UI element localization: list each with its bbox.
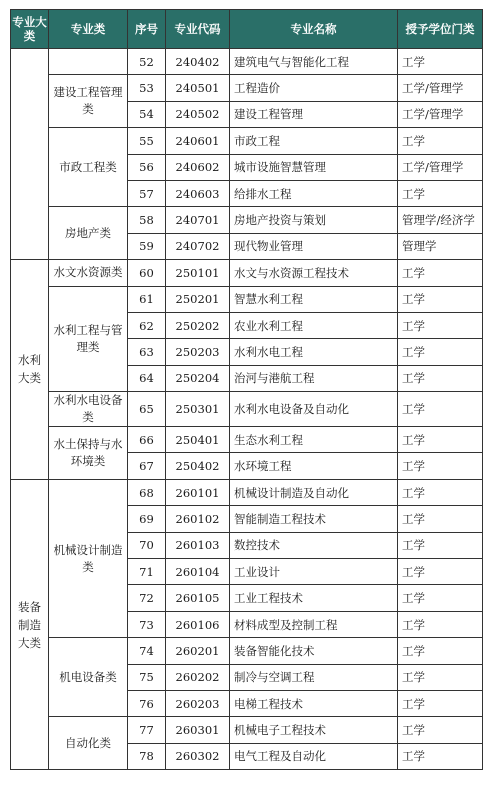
degree-cell: 工学 bbox=[398, 260, 483, 286]
table-row bbox=[11, 286, 483, 312]
seq-cell: 65 bbox=[128, 392, 166, 427]
degree-cell: 工学 bbox=[398, 365, 483, 391]
header-row bbox=[11, 10, 483, 49]
table-row bbox=[11, 49, 483, 75]
code-cell: 240702 bbox=[166, 233, 230, 259]
seq-cell: 52 bbox=[128, 49, 166, 75]
major-name-cell: 建设工程管理 bbox=[230, 101, 398, 127]
category-cell: 水利工程与管理类 bbox=[49, 286, 128, 392]
seq-cell: 69 bbox=[128, 506, 166, 532]
code-cell: 250401 bbox=[166, 427, 230, 453]
major-name-cell: 装备智能化技术 bbox=[230, 638, 398, 664]
degree-cell: 工学 bbox=[398, 585, 483, 611]
degree-cell: 工学 bbox=[398, 427, 483, 453]
table-row bbox=[11, 128, 483, 154]
degree-cell: 工学 bbox=[398, 743, 483, 769]
degree-cell: 工学 bbox=[398, 453, 483, 479]
major-name-cell: 工程造价 bbox=[230, 75, 398, 101]
seq-cell: 76 bbox=[128, 690, 166, 716]
major-name-cell: 数控技术 bbox=[230, 532, 398, 558]
major-name-cell: 工业设计 bbox=[230, 559, 398, 585]
major-name-cell: 建筑电气与智能化工程 bbox=[230, 49, 398, 75]
major-name-cell: 智慧水利工程 bbox=[230, 286, 398, 312]
major-name-cell: 给排水工程 bbox=[230, 180, 398, 206]
header-degree: 授予学位门类 bbox=[398, 10, 483, 49]
category-cell: 水土保持与水环境类 bbox=[49, 427, 128, 480]
code-cell: 260104 bbox=[166, 559, 230, 585]
code-cell: 250101 bbox=[166, 260, 230, 286]
category-cell: 水文水资源类 bbox=[49, 260, 128, 286]
major-name-cell: 电气工程及自动化 bbox=[230, 743, 398, 769]
table-body bbox=[11, 49, 483, 770]
code-cell: 240402 bbox=[166, 49, 230, 75]
seq-cell: 61 bbox=[128, 286, 166, 312]
big-category-cell bbox=[11, 49, 49, 260]
category-cell bbox=[49, 49, 128, 75]
degree-cell: 工学 bbox=[398, 690, 483, 716]
major-name-cell: 水环境工程 bbox=[230, 453, 398, 479]
code-cell: 250201 bbox=[166, 286, 230, 312]
major-name-cell: 市政工程 bbox=[230, 128, 398, 154]
seq-cell: 58 bbox=[128, 207, 166, 233]
seq-cell: 75 bbox=[128, 664, 166, 690]
code-cell: 260203 bbox=[166, 690, 230, 716]
table-row bbox=[11, 260, 483, 286]
table-row bbox=[11, 207, 483, 233]
header-category: 专业类 bbox=[49, 10, 128, 49]
table-row bbox=[11, 638, 483, 664]
degree-cell: 工学 bbox=[398, 286, 483, 312]
degree-cell: 工学 bbox=[398, 638, 483, 664]
seq-cell: 77 bbox=[128, 717, 166, 743]
degree-cell: 工学 bbox=[398, 559, 483, 585]
header-name: 专业名称 bbox=[230, 10, 398, 49]
degree-cell: 工学 bbox=[398, 49, 483, 75]
major-name-cell: 水利水电设备及自动化 bbox=[230, 392, 398, 427]
header-big-category: 专业大类 bbox=[11, 10, 49, 49]
code-cell: 240603 bbox=[166, 180, 230, 206]
degree-cell: 工学 bbox=[398, 611, 483, 637]
degree-cell: 管理学 bbox=[398, 233, 483, 259]
table-row bbox=[11, 479, 483, 505]
degree-cell: 工学 bbox=[398, 717, 483, 743]
degree-cell: 工学/管理学 bbox=[398, 154, 483, 180]
seq-cell: 70 bbox=[128, 532, 166, 558]
code-cell: 260301 bbox=[166, 717, 230, 743]
code-cell: 250204 bbox=[166, 365, 230, 391]
code-cell: 260103 bbox=[166, 532, 230, 558]
category-cell: 建设工程管理类 bbox=[49, 75, 128, 128]
category-cell: 房地产类 bbox=[49, 207, 128, 260]
seq-cell: 71 bbox=[128, 559, 166, 585]
degree-cell: 工学 bbox=[398, 664, 483, 690]
seq-cell: 66 bbox=[128, 427, 166, 453]
code-cell: 250203 bbox=[166, 339, 230, 365]
big-category-cell: 水利大类 bbox=[11, 260, 49, 480]
seq-cell: 53 bbox=[128, 75, 166, 101]
degree-cell: 工学 bbox=[398, 128, 483, 154]
major-name-cell: 水文与水资源工程技术 bbox=[230, 260, 398, 286]
category-cell: 市政工程类 bbox=[49, 128, 128, 207]
seq-cell: 60 bbox=[128, 260, 166, 286]
major-name-cell: 现代物业管理 bbox=[230, 233, 398, 259]
table-row bbox=[11, 75, 483, 101]
major-name-cell: 制冷与空调工程 bbox=[230, 664, 398, 690]
seq-cell: 54 bbox=[128, 101, 166, 127]
code-cell: 260101 bbox=[166, 479, 230, 505]
category-cell: 机械设计制造类 bbox=[49, 479, 128, 637]
code-cell: 260201 bbox=[166, 638, 230, 664]
code-cell: 250202 bbox=[166, 312, 230, 338]
degree-cell: 工学 bbox=[398, 339, 483, 365]
degree-cell: 管理学/经济学 bbox=[398, 207, 483, 233]
major-name-cell: 机械设计制造及自动化 bbox=[230, 479, 398, 505]
code-cell: 260106 bbox=[166, 611, 230, 637]
major-name-cell: 农业水利工程 bbox=[230, 312, 398, 338]
seq-cell: 64 bbox=[128, 365, 166, 391]
category-cell: 机电设备类 bbox=[49, 638, 128, 717]
majors-table bbox=[10, 9, 483, 770]
degree-cell: 工学 bbox=[398, 506, 483, 532]
category-cell: 水利水电设备类 bbox=[49, 392, 128, 427]
degree-cell: 工学 bbox=[398, 532, 483, 558]
degree-cell: 工学 bbox=[398, 479, 483, 505]
major-name-cell: 智能制造工程技术 bbox=[230, 506, 398, 532]
major-name-cell: 城市设施智慧管理 bbox=[230, 154, 398, 180]
code-cell: 250402 bbox=[166, 453, 230, 479]
seq-cell: 67 bbox=[128, 453, 166, 479]
major-name-cell: 生态水利工程 bbox=[230, 427, 398, 453]
degree-cell: 工学 bbox=[398, 312, 483, 338]
seq-cell: 68 bbox=[128, 479, 166, 505]
header-code: 专业代码 bbox=[166, 10, 230, 49]
code-cell: 260105 bbox=[166, 585, 230, 611]
code-cell: 260102 bbox=[166, 506, 230, 532]
major-name-cell: 工业工程技术 bbox=[230, 585, 398, 611]
seq-cell: 56 bbox=[128, 154, 166, 180]
degree-cell: 工学/管理学 bbox=[398, 101, 483, 127]
major-name-cell: 机械电子工程技术 bbox=[230, 717, 398, 743]
code-cell: 240602 bbox=[166, 154, 230, 180]
seq-cell: 59 bbox=[128, 233, 166, 259]
seq-cell: 72 bbox=[128, 585, 166, 611]
major-name-cell: 房地产投资与策划 bbox=[230, 207, 398, 233]
header-seq: 序号 bbox=[128, 10, 166, 49]
seq-cell: 62 bbox=[128, 312, 166, 338]
code-cell: 240701 bbox=[166, 207, 230, 233]
code-cell: 260202 bbox=[166, 664, 230, 690]
seq-cell: 57 bbox=[128, 180, 166, 206]
seq-cell: 55 bbox=[128, 128, 166, 154]
major-name-cell: 电梯工程技术 bbox=[230, 690, 398, 716]
code-cell: 240601 bbox=[166, 128, 230, 154]
category-cell: 自动化类 bbox=[49, 717, 128, 770]
seq-cell: 74 bbox=[128, 638, 166, 664]
table-row bbox=[11, 427, 483, 453]
major-name-cell: 治河与港航工程 bbox=[230, 365, 398, 391]
degree-cell: 工学/管理学 bbox=[398, 75, 483, 101]
major-name-cell: 材料成型及控制工程 bbox=[230, 611, 398, 637]
code-cell: 240501 bbox=[166, 75, 230, 101]
seq-cell: 73 bbox=[128, 611, 166, 637]
degree-cell: 工学 bbox=[398, 180, 483, 206]
table-row bbox=[11, 392, 483, 427]
code-cell: 240502 bbox=[166, 101, 230, 127]
table-row bbox=[11, 717, 483, 743]
code-cell: 250301 bbox=[166, 392, 230, 427]
code-cell: 260302 bbox=[166, 743, 230, 769]
seq-cell: 63 bbox=[128, 339, 166, 365]
big-category-cell: 装备制造大类 bbox=[11, 479, 49, 769]
major-name-cell: 水利水电工程 bbox=[230, 339, 398, 365]
seq-cell: 78 bbox=[128, 743, 166, 769]
degree-cell: 工学 bbox=[398, 392, 483, 427]
